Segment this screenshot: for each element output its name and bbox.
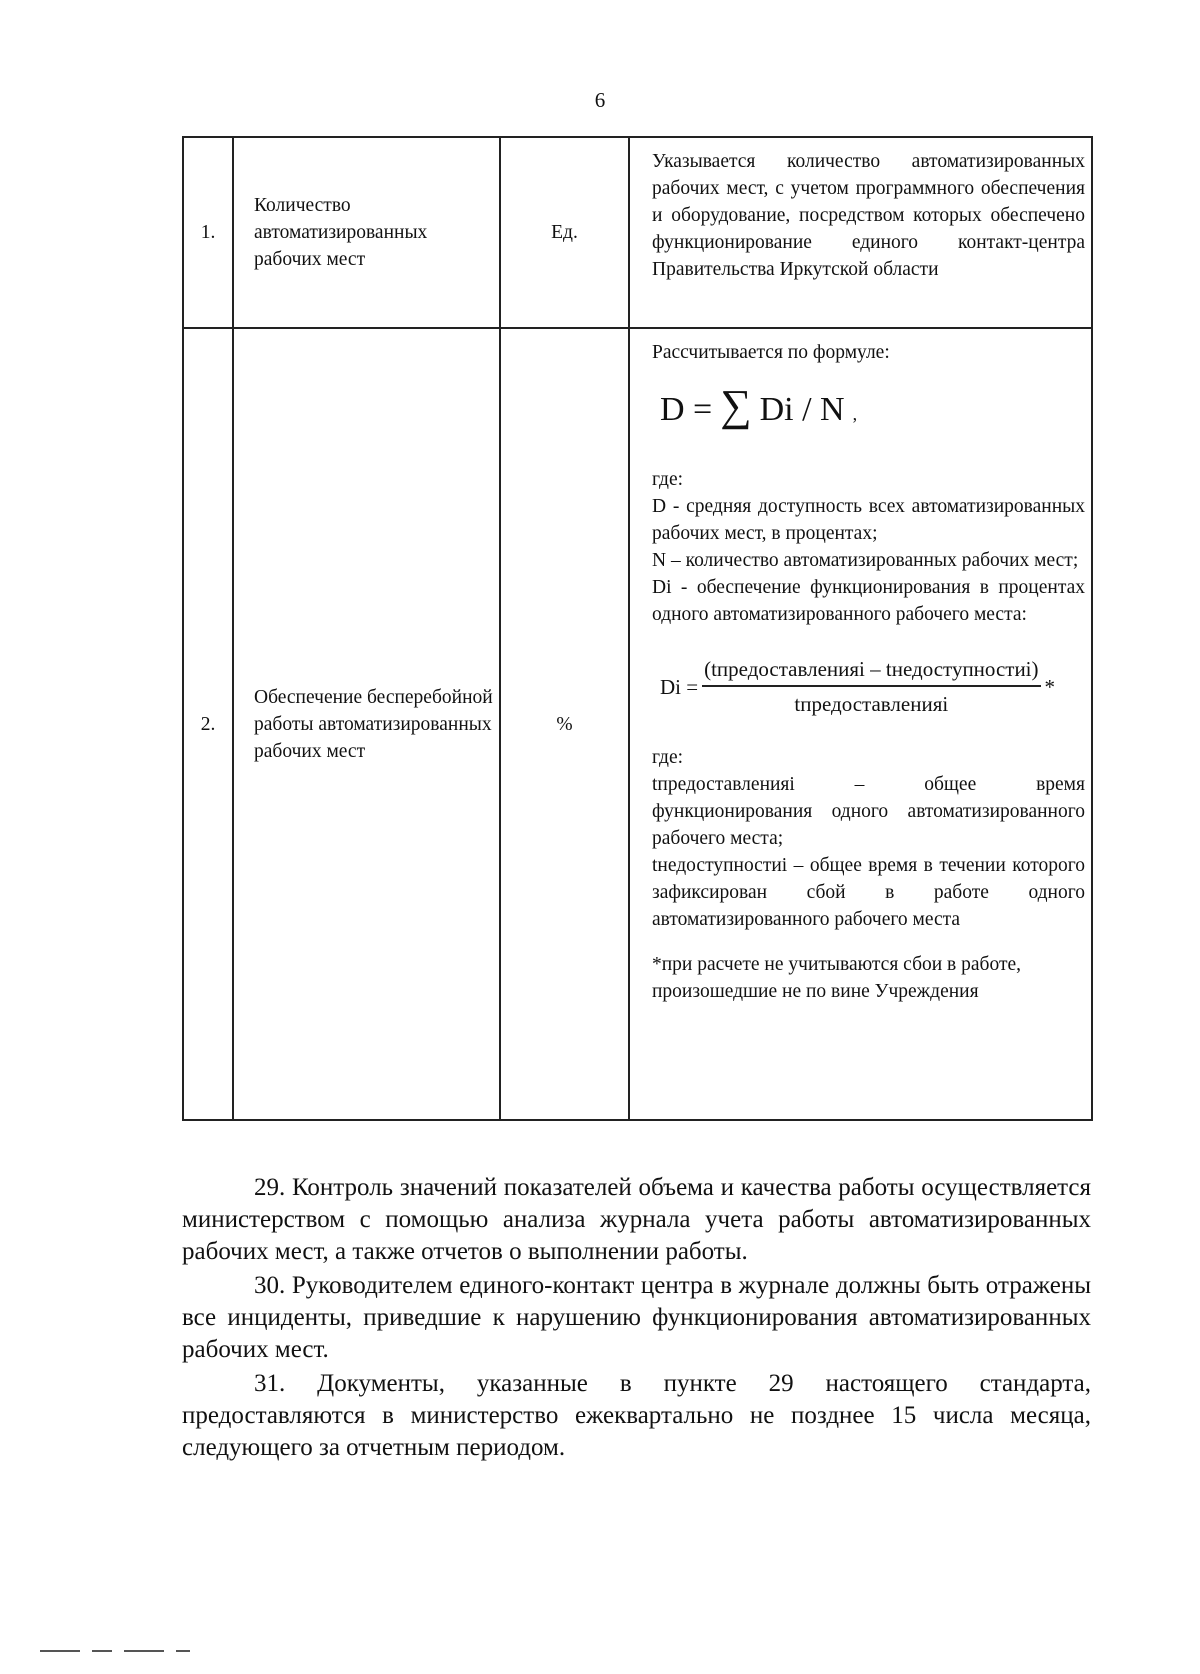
body-text [182, 1172, 1091, 1466]
scan-artifact-line [40, 1650, 190, 1652]
paragraph-30: 30. Руководителем единого-контакт центра в журнале должны быть отражены все инциденты, приведшие к нарушению функционирования автоматизированных рабочих мест. [182, 1272, 1091, 1363]
table-row [183, 137, 1092, 328]
sigma-symbol: ∑ [720, 381, 752, 430]
indicators-table [182, 136, 1093, 1121]
fraction [702, 656, 1040, 718]
where-label: где: [652, 469, 684, 490]
definition-d: D - средняя доступность всех автоматизированных рабочих мест, в процентах; [652, 496, 1085, 544]
page-number: 6 [594, 88, 606, 112]
unit-of-measure: % [500, 328, 629, 1120]
paragraph-29: 29. Контроль значений показателей объема и качества работы осуществляется министерством с помощью анализа журнала учета работы автоматизированных рабочих мест, а также отчетов о выполнении работы. [182, 1174, 1091, 1265]
formula-average-availability [660, 381, 1085, 434]
table-row [183, 328, 1092, 1120]
row-number: 2. [183, 328, 233, 1120]
fraction-numerator: (tпредоставленияi – tнедоступностиi) [702, 656, 1040, 687]
definition-tpred: tпредоставленияi – общее время функционирования одного автоматизированного рабочего места; [652, 774, 1085, 849]
where-label: где: [652, 747, 684, 768]
formula-left: D = [660, 391, 713, 428]
fraction-left: Di = [660, 674, 699, 699]
indicator-name: Обеспечение бесперебойной работы автоматизированных рабочих мест [233, 328, 500, 1120]
formula-end: , [852, 404, 858, 424]
calculation-method [629, 328, 1092, 1120]
definition-n: N – количество автоматизированных рабочих мест; [652, 550, 1079, 571]
method-text: Указывается количество автоматизированных рабочих мест, с учетом программного обеспечения и оборудование, посредством которых обеспечено функционирование единого контакт-центра Правительства Иркутской области [652, 151, 1085, 280]
footnote-marker: * [1044, 674, 1056, 699]
indicator-name: Количество автоматизированных рабочих мест [233, 137, 500, 328]
definition-tned: tнедоступностиi – общее время в течении которого зафиксирован сбой в работе одного автоматизированного рабочего места [652, 855, 1085, 930]
row-number: 1. [183, 137, 233, 328]
method-intro: Рассчитывается по формуле: [652, 342, 890, 363]
calculation-method [629, 137, 1092, 328]
unit-of-measure: Ед. [500, 137, 629, 328]
formula-di [660, 656, 1085, 718]
formula-right: Di / N [759, 391, 845, 428]
fraction-denominator: tпредоставленияi [794, 692, 949, 716]
definition-di: Di - обеспечение функционирования в процентах одного автоматизированного рабочего места: [652, 577, 1085, 625]
paragraph-31: 31. Документы, указанные в пункте 29 настоящего стандарта, предоставляются в министерство ежеквартально не позднее 15 числа месяца, следующего за отчетным периодом. [182, 1370, 1091, 1461]
footnote: *при расчете не учитываются сбои в работе, произошедшие не по вине Учреждения [652, 954, 1022, 1002]
